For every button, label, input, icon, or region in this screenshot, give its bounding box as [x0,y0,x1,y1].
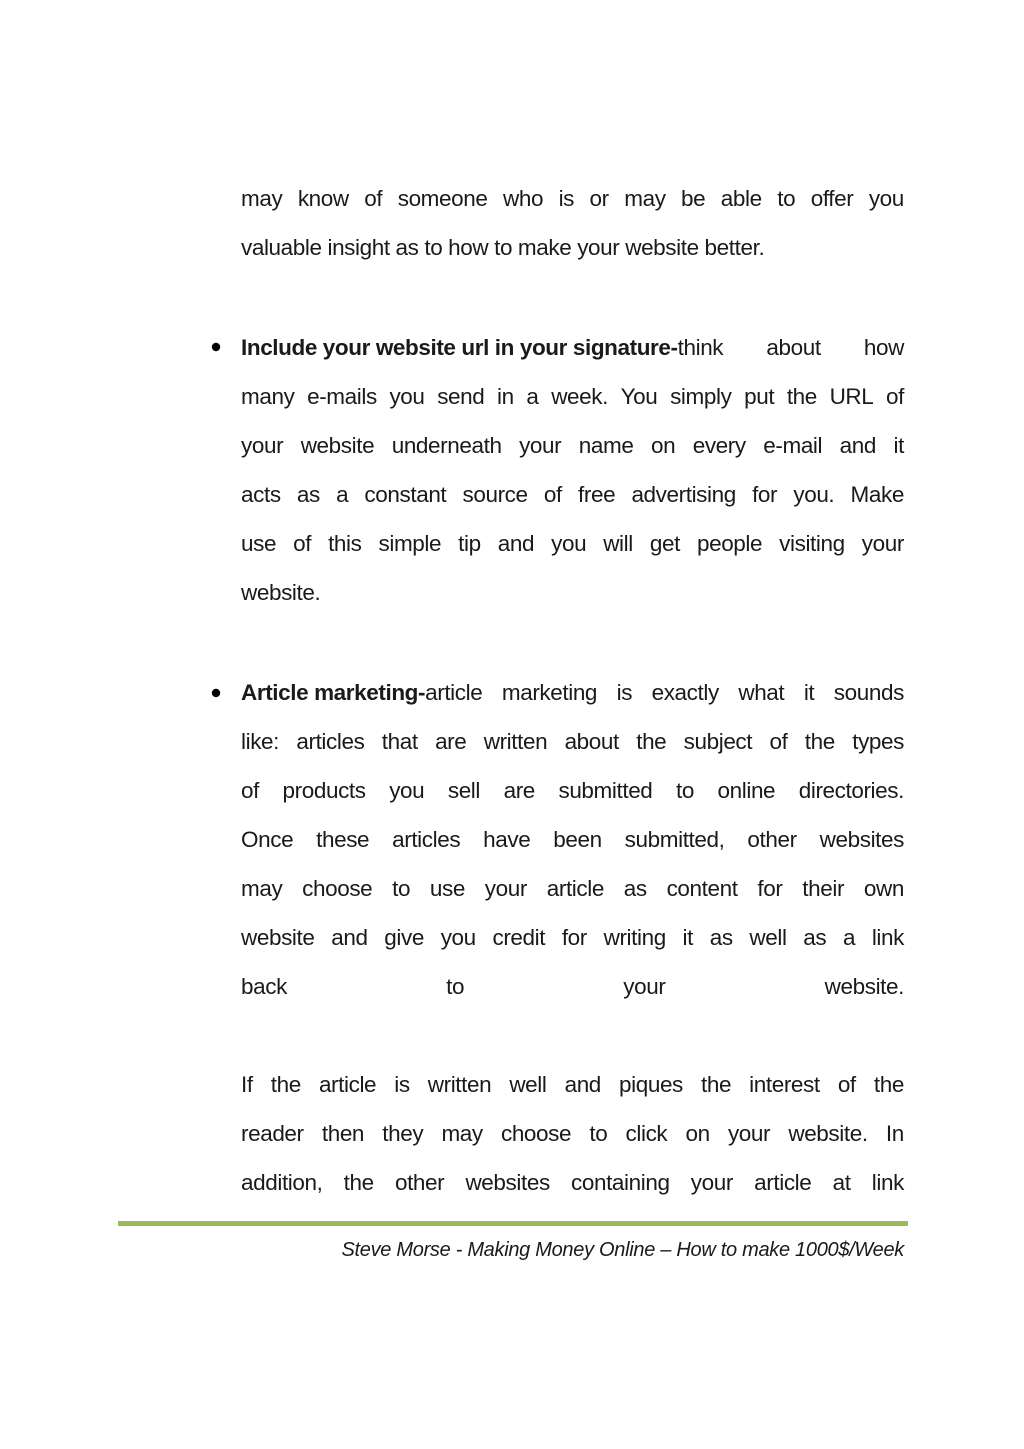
word: your [484,876,527,901]
word: a [336,482,349,507]
word: use [241,531,277,556]
word: to [777,186,796,211]
word: a [842,925,856,950]
bullet-1-line-2 [241,382,904,412]
word: exactly [651,680,719,705]
word: addition, [241,1170,323,1195]
continuation-line-1 [241,184,904,214]
footer-text: Steve Morse - Making Money Online – How to make 1000$/Week [341,1239,904,1261]
word: on [685,1121,710,1146]
bullet-2-line-6 [241,923,904,953]
word: your [519,433,562,458]
word: website [241,925,315,950]
word: to [446,974,465,999]
word: be [681,186,706,211]
word: and [331,925,368,950]
word: is [616,680,633,705]
word: your [623,974,666,999]
word: source [462,482,528,507]
word: it [803,680,815,705]
word: for [561,925,587,950]
word: is [394,1072,410,1097]
word: URL [829,384,874,409]
word: simple [378,531,442,556]
word: own [863,876,904,901]
word: you [389,778,425,803]
word: to [589,1121,608,1146]
word: sell [447,778,481,803]
word: as [296,482,320,507]
bullet-2-line-2 [241,727,904,757]
word: well [509,1072,547,1097]
word: in [497,384,514,409]
continuation-line-2: valuable insight as to how to make your website better. [241,235,765,260]
word: who [502,186,544,211]
word: In [885,1121,904,1146]
bullet-1-heading: Include your website url in your signature- [241,335,678,360]
paragraph-line-2 [241,1119,904,1149]
bullet-2-line-3 [241,776,904,806]
word: credit [492,925,546,950]
word: are [435,729,467,754]
word: article [318,1072,377,1097]
word: you [440,925,476,950]
word: as [623,876,647,901]
word: website. [824,974,904,999]
word: to [392,876,411,901]
word: the [636,729,667,754]
word: link [871,925,904,950]
word: about [564,729,619,754]
word: piques [619,1072,683,1097]
word: interest [749,1072,820,1097]
bullet-1-first-line [241,333,904,363]
word: they [382,1121,424,1146]
word: as [709,925,733,950]
word: that [381,729,418,754]
word: your [690,1170,733,1195]
word: at [832,1170,851,1195]
word: your [861,531,904,556]
word: types [852,729,904,754]
word: your [727,1121,771,1146]
bullet-1-line-4 [241,480,904,510]
word: choose [500,1121,572,1146]
word: well [749,925,787,950]
word: it [682,925,693,950]
bullet-dot-2 [212,689,220,697]
word: of [543,482,562,507]
word: If [241,1072,253,1097]
word: of [886,384,904,409]
word: written [427,1072,492,1097]
bullet-2-first-line [241,678,904,708]
word: visiting [779,531,845,556]
word: as [803,925,827,950]
word: directories. [798,778,904,803]
word: of [769,729,788,754]
paragraph-line-3 [241,1168,904,1198]
word: content [666,876,738,901]
word: give [384,925,424,950]
bullet-2-line-5 [241,874,904,904]
word: other [747,827,797,852]
word: you. [793,482,835,507]
word: about [766,335,821,360]
word: submitted [558,778,653,803]
word: these [316,827,370,852]
word: the [270,1072,301,1097]
word: their [802,876,845,901]
word: your [241,433,284,458]
word: free [578,482,616,507]
word: underneath [391,433,502,458]
word: may [441,1121,483,1146]
word: this [328,531,362,556]
word: reader [241,1121,304,1146]
word: products [282,778,366,803]
word: on [650,433,676,458]
word: website [300,433,375,458]
word: it [893,433,904,458]
word: Once [241,827,294,852]
word: of [837,1072,856,1097]
word: the [786,384,817,409]
word: online [717,778,776,803]
word: websites [465,1170,550,1195]
word: may [624,186,666,211]
word: will [603,531,633,556]
word: containing [571,1170,670,1195]
word: every [692,433,746,458]
word: may [241,876,283,901]
word: and [839,433,876,458]
word: get [649,531,680,556]
word: someone [397,186,488,211]
word: of [241,778,259,803]
word: website. [788,1121,868,1146]
word: for [757,876,783,901]
word: name [578,433,634,458]
word: of [364,186,383,211]
word: articles [296,729,365,754]
word: subject [683,729,753,754]
word: constant [364,482,447,507]
word: send [437,384,485,409]
word: the [700,1072,732,1097]
word: use [429,876,465,901]
bullet-2-first-rest-word: article [425,680,483,705]
word: websites [819,827,904,852]
word: Make [850,482,904,507]
bullet-1-line-6: website. [241,580,321,605]
word: link [871,1170,904,1195]
word: a [526,384,539,409]
word: put [744,384,775,409]
word: written [483,729,548,754]
word: for [752,482,778,507]
word: week. [551,384,608,409]
word: other [394,1170,445,1195]
word: and [497,531,535,556]
word: or [589,186,609,211]
word: people [696,531,763,556]
word: you [551,531,587,556]
bullet-2-heading: Article marketing- [241,680,426,705]
word: are [503,778,535,803]
word: articles [392,827,461,852]
word: writing [603,925,666,950]
word: article [546,876,604,901]
word: may [241,186,283,211]
word: been [553,827,602,852]
word: back [241,974,287,999]
word: the [804,729,835,754]
word: tip [458,531,481,556]
word: of [293,531,312,556]
word: know [297,186,349,211]
word: sounds [833,680,904,705]
bullet-2-line-4 [241,825,904,855]
word: how [863,335,904,360]
word: e-mails [307,384,377,409]
word: You [620,384,658,409]
bullet-2-line-7 [241,972,904,1002]
bullet-dot-1 [212,343,220,351]
bullet-1-line-3 [241,431,904,461]
word: many [241,384,295,409]
word: article [754,1170,812,1195]
word: is [558,186,575,211]
word: simply [670,384,732,409]
word: marketing [501,680,598,705]
word: offer [810,186,854,211]
word: submitted, [624,827,725,852]
paragraph-line-1 [241,1070,904,1100]
word: you [389,384,425,409]
word: click [625,1121,668,1146]
word: e-mail [763,433,823,458]
word: like: [241,729,280,754]
bullet-1-line-5 [241,529,904,559]
word: able [720,186,762,211]
word: to [675,778,694,803]
word: and [564,1072,601,1097]
word: choose [302,876,373,901]
word: what [738,680,785,705]
word: you [868,186,904,211]
word: the [873,1072,904,1097]
word: then [321,1121,365,1146]
footer-rule [118,1221,908,1226]
word: the [343,1170,374,1195]
word: acts [241,482,281,507]
word: advertising [631,482,736,507]
bullet-1-first-rest-word: think [677,335,724,360]
word: have [483,827,531,852]
